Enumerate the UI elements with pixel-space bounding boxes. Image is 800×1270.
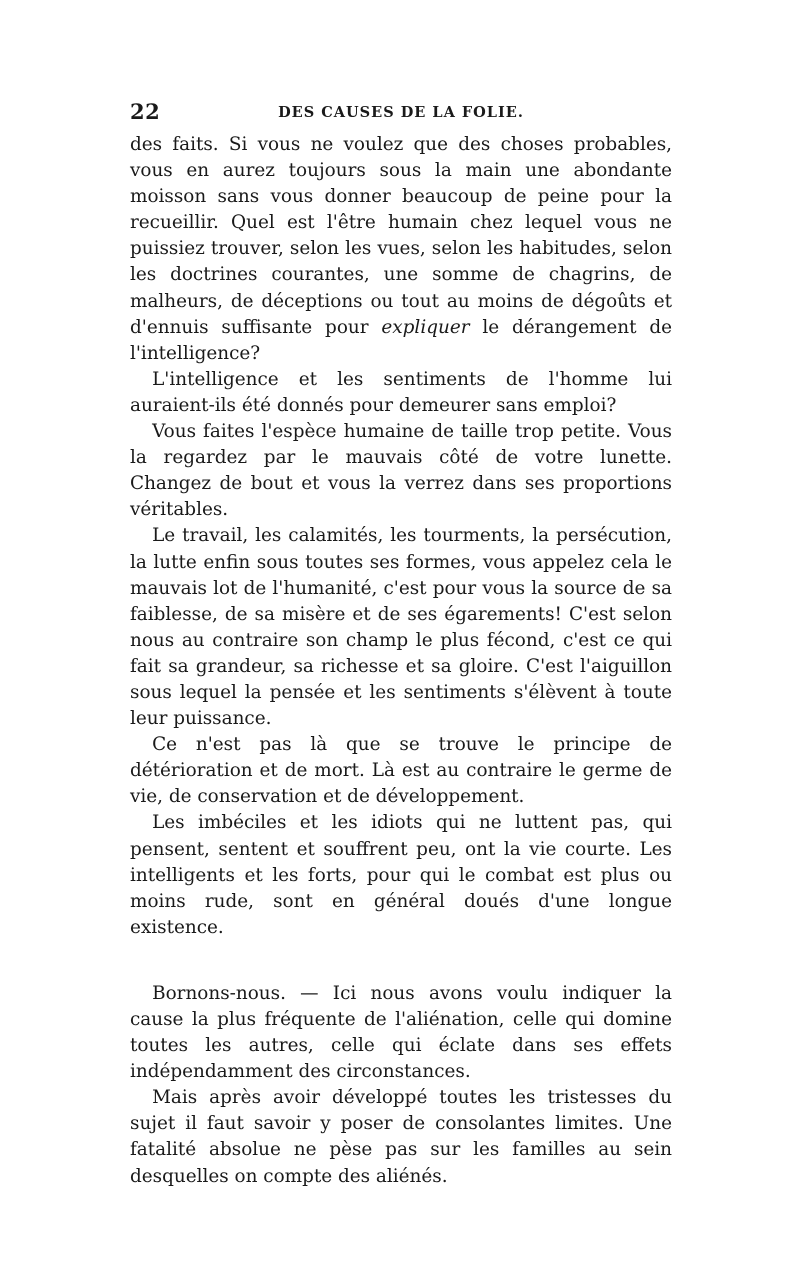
paragraph-text-end: le dérangement de l'intelligence? xyxy=(130,316,672,364)
running-title: DES CAUSES DE LA FOLIE. xyxy=(278,104,524,121)
paragraph: Mais après avoir développé toutes les tristesses du sujet il faut savoir y poser de consolantes limites. Une fatalité absolue ne pèse pas sur les familles au sein desquelles on compte des aliénés. xyxy=(130,1087,672,1187)
book-page xyxy=(130,98,672,1190)
paragraph: Vous faites l'espèce humaine de taille trop petite. Vous la regardez par le mauvais côté de votre lunette. Changez de bout et vous la verrez dans ses proportions véritables. xyxy=(130,421,672,521)
paragraph: Bornons-nous. — Ici nous avons voulu indiquer la cause la plus fréquente de l'aliénation, celle qui domine toutes les autres, celle qui éclate dans ses effets indépendamment des circonstances. xyxy=(130,982,672,1083)
paragraph: Les imbéciles et les idiots qui ne luttent pas, qui pensent, sentent et souffrent peu, ont la vie courte. Les intelligents et les forts, pour qui le combat est plus ou moins rude, sont en général doués d'une longue existence. xyxy=(130,812,672,938)
paragraph-continuation xyxy=(130,132,672,367)
paragraph-text: des faits. Si vous ne voulez que des choses probables, vous en aurez toujours sous la main une abondante moisson sans vous donner beaucoup de peine pour la recueillir. Quel est l'être humain chez lequel vous ne puissiez trouver, selon les vues, selon les habitudes, selon les doctrines courantes, une somme de chagrins, de malheurs, de déceptions ou tout au moins de dégoûts et d'ennuis suffisante pour xyxy=(130,134,672,338)
section-gap xyxy=(130,941,672,981)
paragraph: Le travail, les calamités, les tourments, la persécution, la lutte enfin sous toutes ses formes, vous appelez cela le mauvais lot de l'humanité, c'est pour vous la source de sa faiblesse, de sa misère et de ses égarements! C'est selon nous au contraire son champ le plus fécond, c'est ce qui fait sa grandeur, sa richesse et sa gloire. C'est l'aiguillon sous lequel la pensée et les sentiments s'élèvent à toute leur puissance. xyxy=(130,525,672,730)
paragraph: Ce n'est pas là que se trouve le principe de détérioration et de mort. Là est au contraire le germe de vie, de conservation et de développement. xyxy=(130,734,672,808)
emphasized-word: expliquer xyxy=(381,316,470,338)
paragraph: L'intelligence et les sentiments de l'homme lui auraient-ils été donnés pour demeurer sans emploi? xyxy=(130,368,672,416)
page-number: 22 xyxy=(130,99,161,124)
page-header xyxy=(130,98,672,126)
